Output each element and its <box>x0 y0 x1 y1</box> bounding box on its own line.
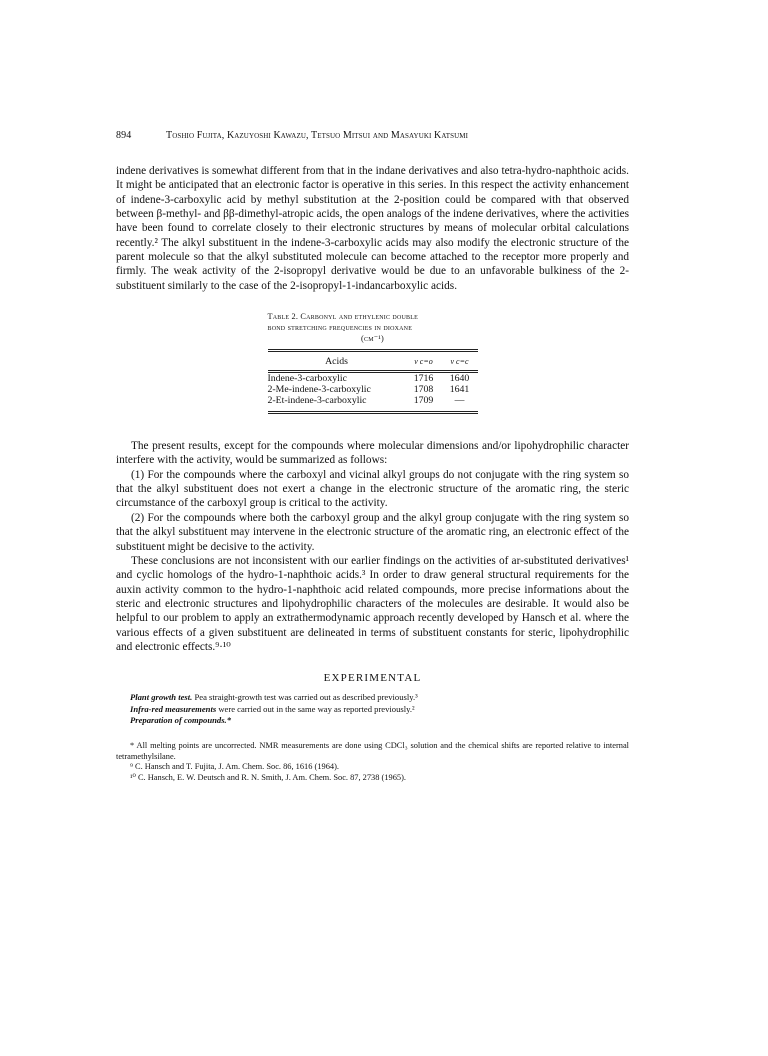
experimental-item-1-label: Plant growth test. <box>130 692 193 703</box>
footnote-ref-10: ¹⁰ C. Hansch, E. W. Deutsch and R. N. Smith, J. Am. Chem. Soc. 87, 2738 (1965). <box>130 773 406 783</box>
table-cell-nu-co: 1716 <box>413 373 434 385</box>
table-row <box>268 373 478 384</box>
table-caption <box>268 311 478 344</box>
experimental-item-2-label: Infra-red measurements <box>130 703 217 714</box>
table-cell-acid: 2-Me-indene-3-carboxylic <box>267 384 371 396</box>
table-cell-nu-cc: — <box>454 395 465 407</box>
header-acids: Acids <box>325 356 348 368</box>
table-caption-line-2: bond stretching frequencies in dioxane <box>267 323 413 333</box>
table-cell-nu-cc: 1641 <box>449 384 470 396</box>
table-row <box>268 384 478 395</box>
author-line: Toshio Fujita, Kazuyoshi Kawazu, Tetsuo Mitsui and Masayuki Katsumi <box>166 130 469 141</box>
conclusions-paragraph-1: The present results, except for the compounds where molecular dimensions and/or lipohydrophilic character interfere with the activity, would be summarized as follows: <box>116 440 629 467</box>
footnote-ref-9: ⁹ C. Hansch and T. Fujita, J. Am. Chem. Soc. 86, 1616 (1964). <box>130 762 339 772</box>
experimental-heading: EXPERIMENTAL <box>323 672 422 685</box>
table-header-row <box>268 352 478 370</box>
table-caption-unit: (cm⁻¹) <box>361 334 384 344</box>
experimental-item-1-text: Pea straight-growth test was carried out as described previously.³ <box>192 692 418 703</box>
footnote-star: * All melting points are uncorrected. NMR measurements are done using CDCl₃ solution and the chemical shifts are reported relative to internal tetramethylsilane. <box>116 740 629 761</box>
table-cell-nu-cc: 1640 <box>449 373 470 385</box>
experimental-item-1 <box>130 692 629 704</box>
table-cell-acid: Indene-3-carboxylic <box>267 373 347 385</box>
running-header <box>116 130 629 142</box>
experimental-item-3 <box>130 715 629 727</box>
conclusions-paragraph-4: These conclusions are not inconsistent with our earlier findings on the activities of ar-substituted derivatives¹ and cyclic homologs of the hydro-1-naphthoic acids.³ In order to draw general structural requirements for the auxin activity common to the hydro-1-naphthoic acid related compounds, more precise informations about the steric and electronic structures and lipohydrophilic characters of the molecules are desirable. It would also be helpful to our problem to apply an extrathermodynamic approach recently developed by Hansch et al. where the various effects of a given substituent are delineated in terms of substituent constants for steric, lipohydrophilic and electronic effects.⁹·¹⁰ <box>116 554 629 653</box>
conclusions-paragraph-3: (2) For the compounds where both the carboxyl group and the alkyl group conjugate with the ring system so that the alkyl substituent may intervene in the electronic structure of the aromatic ring, an electronic effect of the substituent might be decisive to the activity. <box>116 511 629 553</box>
table-row <box>268 395 478 411</box>
table-bottom-rule <box>268 411 478 414</box>
page-number: 894 <box>116 130 132 141</box>
table-2 <box>268 311 478 414</box>
table-body <box>268 352 478 411</box>
table-cell-nu-co: 1709 <box>413 395 434 407</box>
header-nu-cc: ν c=c <box>450 357 469 367</box>
table-caption-line-1: Table 2. Carbonyl and ethylenic double <box>267 312 418 322</box>
intro-paragraph: indene derivatives is somewhat different from that in the indane derivatives and also tetra-hydro-naphthoic acids. It might be anticipated that an electronic factor is operative in this series. In this respect the activity enhancement of indene-3-carboxylic acid by methyl substitution at the 2-position could be compared with that observed between β-methyl- and ββ-dimethyl-atropic acids, the open analogs of the indene derivatives, where the activities have been found to correlate closely to their electronic structures by means of molecular orbital calculations recently.² The alkyl substituent in the indene-3-carboxylic acids may also modify the electronic structure of the parent molecule so that the alkyl substituted molecule can become attached to the receptor more properly and firmly. The weak activity of the 2-isopropyl derivative would be due to an unfavorable bulkiness of the 2-substituent similarly to the case of the 2-isopropyl-1-indancarboxylic acids. <box>116 165 629 292</box>
table-cell-nu-co: 1708 <box>413 384 434 396</box>
conclusions-paragraph-2: (1) For the compounds where the carboxyl and vicinal alkyl groups do not conjugate with the ring system so that the alkyl substituent does not exert a change in the electronic structure of the aromatic ring, the steric circumstance of the carboxyl group is critical to the activity. <box>116 468 629 510</box>
table-cell-acid: 2-Et-indene-3-carboxylic <box>267 395 367 407</box>
experimental-item-2 <box>130 704 629 716</box>
header-nu-co: ν c=o <box>414 357 433 367</box>
experimental-item-3-label: Preparation of compounds.* <box>130 715 231 726</box>
footnotes <box>116 741 629 784</box>
conclusions-section <box>116 439 629 654</box>
paper-page <box>116 130 629 784</box>
experimental-item-2-text: were carried out in the same way as reported previously.² <box>216 703 415 714</box>
